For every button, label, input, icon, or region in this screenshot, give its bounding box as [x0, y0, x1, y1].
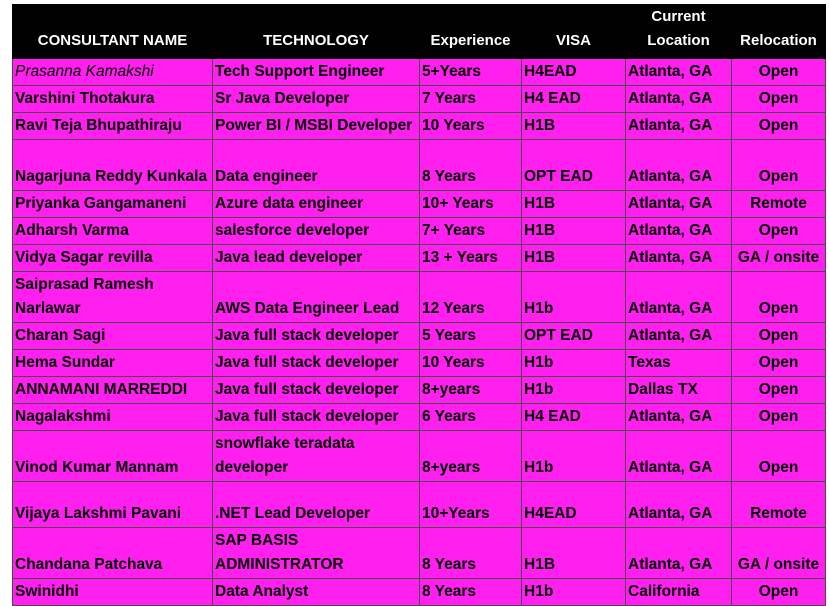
location-cell: Atlanta, GA — [626, 272, 732, 323]
relocation-cell: Remote — [732, 191, 826, 218]
location-cell: Atlanta, GA — [626, 113, 732, 140]
table-header — [13, 5, 826, 59]
experience-cell: 7 Years — [420, 86, 522, 113]
experience-cell: 10 Years — [420, 113, 522, 140]
location-cell: California — [626, 579, 732, 606]
visa-cell: H1b — [522, 431, 626, 482]
relocation-cell: Open — [732, 59, 826, 86]
experience-cell: 10+ Years — [420, 191, 522, 218]
visa-cell: OPT EAD — [522, 140, 626, 191]
location-cell: Atlanta, GA — [626, 218, 732, 245]
experience-cell: 12 Years — [420, 272, 522, 323]
consultant-name: Ravi Teja Bhupathiraju — [13, 113, 213, 140]
relocation-cell: Open — [732, 86, 826, 113]
table-row — [13, 350, 826, 377]
consultant-name: Saiprasad Ramesh Narlawar — [13, 272, 213, 323]
visa-cell: OPT EAD — [522, 323, 626, 350]
table-row — [13, 140, 826, 191]
header-row — [13, 5, 826, 59]
visa-cell: H1b — [522, 272, 626, 323]
header-relocation: Relocation — [732, 5, 826, 59]
visa-cell: H1B — [522, 113, 626, 140]
location-cell: Atlanta, GA — [626, 404, 732, 431]
technology-cell: .NET Lead Developer — [213, 482, 420, 528]
table-row — [13, 579, 826, 606]
table-row — [13, 218, 826, 245]
relocation-cell: GA / onsite — [732, 245, 826, 272]
location-cell: Atlanta, GA — [626, 323, 732, 350]
table-row — [13, 323, 826, 350]
table-row — [13, 245, 826, 272]
relocation-cell: Remote — [732, 482, 826, 528]
location-cell: Atlanta, GA — [626, 528, 732, 579]
consultant-name: Nagalakshmi — [13, 404, 213, 431]
consultant-name: Swinidhi — [13, 579, 213, 606]
header-current-location: Current Location — [626, 5, 732, 59]
table-row — [13, 113, 826, 140]
technology-cell: AWS Data Engineer Lead — [213, 272, 420, 323]
technology-cell: Java full stack developer — [213, 350, 420, 377]
experience-cell: 10+Years — [420, 482, 522, 528]
location-cell: Atlanta, GA — [626, 245, 732, 272]
experience-cell: 5 Years — [420, 323, 522, 350]
experience-cell: 7+ Years — [420, 218, 522, 245]
consultant-name: Nagarjuna Reddy Kunkala — [13, 140, 213, 191]
visa-cell: H1B — [522, 245, 626, 272]
experience-cell: 6 Years — [420, 404, 522, 431]
experience-cell: 8+years — [420, 431, 522, 482]
location-cell: Atlanta, GA — [626, 431, 732, 482]
visa-cell: H1b — [522, 350, 626, 377]
location-cell: Texas — [626, 350, 732, 377]
relocation-cell: Open — [732, 350, 826, 377]
relocation-cell: Open — [732, 113, 826, 140]
experience-cell: 5+Years — [420, 59, 522, 86]
technology-cell: Java lead developer — [213, 245, 420, 272]
consultant-name: Prasanna Kamakshi — [13, 59, 213, 86]
table-row — [13, 431, 826, 482]
table-row — [13, 272, 826, 323]
relocation-cell: Open — [732, 272, 826, 323]
consultant-name: Hema Sundar — [13, 350, 213, 377]
consultant-name: Chandana Patchava — [13, 528, 213, 579]
relocation-cell: Open — [732, 218, 826, 245]
technology-cell: salesforce developer — [213, 218, 420, 245]
header-experience: Experience — [420, 5, 522, 59]
technology-cell: Java full stack developer — [213, 323, 420, 350]
consultant-name: Priyanka Gangamaneni — [13, 191, 213, 218]
visa-cell: H1B — [522, 191, 626, 218]
consultant-name: Varshini Thotakura — [13, 86, 213, 113]
location-cell: Atlanta, GA — [626, 59, 732, 86]
experience-cell: 8 Years — [420, 140, 522, 191]
relocation-cell: Open — [732, 323, 826, 350]
table-row — [13, 191, 826, 218]
table-row — [13, 404, 826, 431]
header-technology: TECHNOLOGY — [213, 5, 420, 59]
visa-cell: H4EAD — [522, 482, 626, 528]
technology-cell: Tech Support Engineer — [213, 59, 420, 86]
table-row — [13, 59, 826, 86]
visa-cell: H1b — [522, 579, 626, 606]
technology-cell: SAP BASIS ADMINISTRATOR — [213, 528, 420, 579]
location-cell: Atlanta, GA — [626, 482, 732, 528]
table-row — [13, 528, 826, 579]
table-row — [13, 482, 826, 528]
header-consultant-name: CONSULTANT NAME — [13, 5, 213, 59]
experience-cell: 13 + Years — [420, 245, 522, 272]
consultant-name: Vidya Sagar revilla — [13, 245, 213, 272]
technology-cell: snowflake teradata developer — [213, 431, 420, 482]
experience-cell: 8 Years — [420, 528, 522, 579]
consultant-name: Vinod Kumar Mannam — [13, 431, 213, 482]
technology-cell: Data engineer — [213, 140, 420, 191]
table-body — [13, 59, 826, 606]
consultant-name: Adharsh Varma — [13, 218, 213, 245]
consultant-name: ANNAMANI MARREDDI — [13, 377, 213, 404]
technology-cell: Java full stack developer — [213, 377, 420, 404]
visa-cell: H1B — [522, 528, 626, 579]
location-cell: Atlanta, GA — [626, 86, 732, 113]
table-row — [13, 86, 826, 113]
relocation-cell: Open — [732, 377, 826, 404]
consultant-name: Charan Sagi — [13, 323, 213, 350]
experience-cell: 8 Years — [420, 579, 522, 606]
relocation-cell: Open — [732, 140, 826, 191]
visa-cell: H4 EAD — [522, 86, 626, 113]
consultant-name: Vijaya Lakshmi Pavani — [13, 482, 213, 528]
location-cell: Atlanta, GA — [626, 191, 732, 218]
technology-cell: Sr Java Developer — [213, 86, 420, 113]
relocation-cell: Open — [732, 404, 826, 431]
technology-cell: Data Analyst — [213, 579, 420, 606]
header-visa: VISA — [522, 5, 626, 59]
technology-cell: Azure data engineer — [213, 191, 420, 218]
visa-cell: H4 EAD — [522, 404, 626, 431]
table-row — [13, 377, 826, 404]
experience-cell: 10 Years — [420, 350, 522, 377]
consultant-table — [12, 4, 826, 606]
experience-cell: 8+years — [420, 377, 522, 404]
visa-cell: H1B — [522, 218, 626, 245]
location-cell: Dallas TX — [626, 377, 732, 404]
location-cell: Atlanta, GA — [626, 140, 732, 191]
relocation-cell: Open — [732, 431, 826, 482]
visa-cell: H1b — [522, 377, 626, 404]
visa-cell: H4EAD — [522, 59, 626, 86]
relocation-cell: GA / onsite — [732, 528, 826, 579]
relocation-cell: Open — [732, 579, 826, 606]
technology-cell: Java full stack developer — [213, 404, 420, 431]
technology-cell: Power BI / MSBI Developer — [213, 113, 420, 140]
